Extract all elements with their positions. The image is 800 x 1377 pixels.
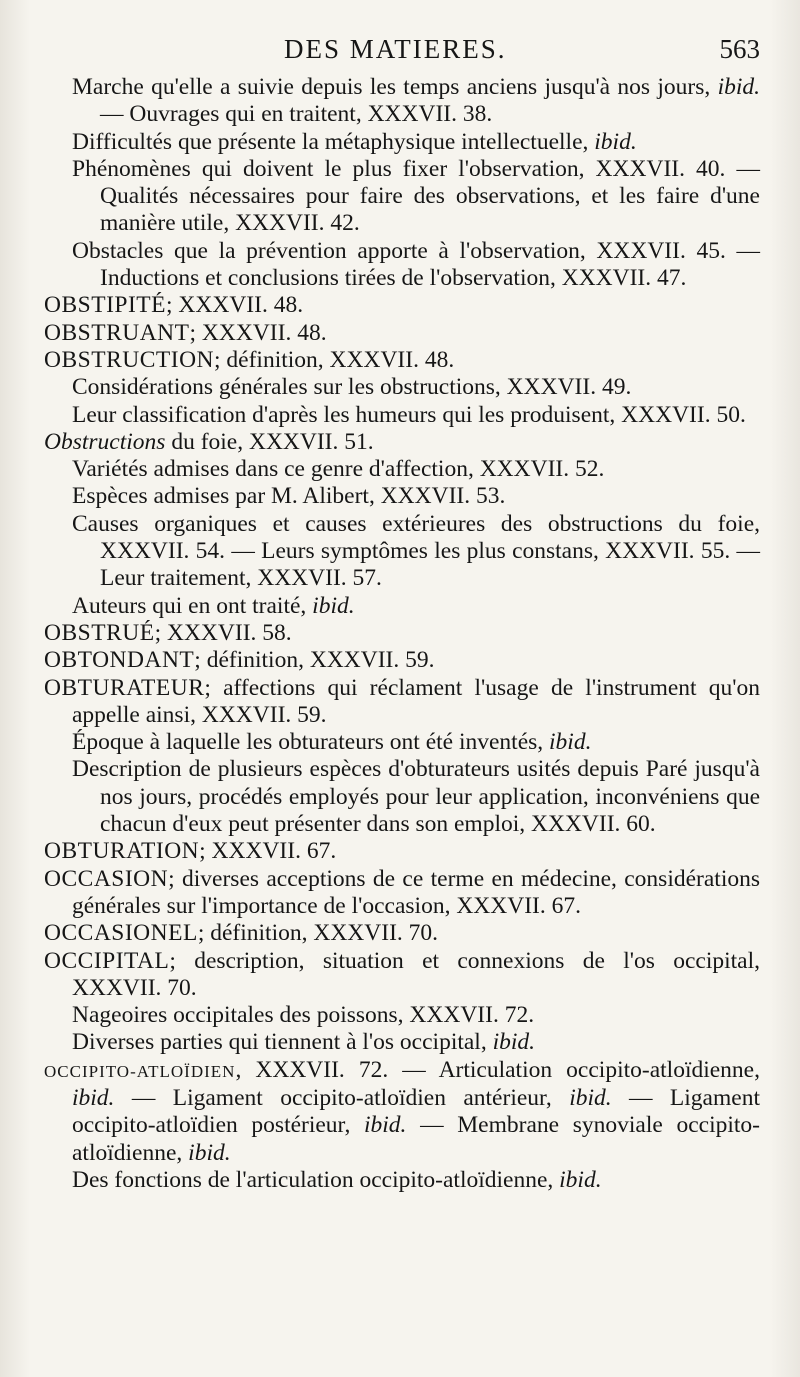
entry-text: Variétés admises dans ce genre d'affection, XXXVII. 52. (72, 456, 605, 483)
italic-text: ibid. (188, 1139, 231, 1166)
entry-text: Époque à laquelle les obturateurs ont été inventés, (72, 729, 550, 756)
italic-text: ibid. (559, 1166, 602, 1193)
index-subentry (44, 129, 760, 156)
entry-text: Leur classification d'après les humeurs qui les produisent, XXXVII. 50. (72, 401, 746, 428)
entry-text: ; définition, XXXVII. 70. (197, 920, 439, 947)
entry-text: Considérations générales sur les obstructions, XXXVII. 49. (72, 374, 632, 401)
index-headword-entry (44, 866, 760, 921)
index-headword-entry (44, 647, 760, 674)
entry-text: — Ligament occipito-atloïdien postérieur, (72, 1084, 760, 1139)
italic-text: Obstructions (44, 428, 166, 455)
entry-text: ; affections qui réclament l'usage de l'instrument qu'on appelle ainsi, XXXVII. 59. (72, 674, 760, 728)
entry-text: Obstacles que la prévention apporte à l'observation, XXXVII. 45. — Inductions et conclusions tirées de l'observation, XXXVII. 47. (72, 237, 760, 292)
entry-text: Difficultés que présente la métaphysique intellectuelle, (72, 128, 595, 155)
headword: OCCASIONEL (44, 920, 198, 947)
headword: OCCASION (44, 865, 169, 892)
entry-text: Phénomènes qui doivent le plus fixer l'observation, XXXVII. 40. — Qualités nécessaires pour faire des observations, et les faire d'une manière utile, XXXVII. 42. (72, 155, 760, 237)
italic-text: ibid. (312, 592, 355, 619)
entry-text: Auteurs qui en ont traité, (72, 592, 313, 619)
italic-text: ibid. (594, 128, 637, 155)
headword: OBSTRUÉ (44, 619, 155, 646)
entry-text: ; XXXVII. 48. (189, 319, 327, 346)
index-headword-entry (44, 347, 760, 374)
italic-text: ibid. (364, 1112, 407, 1139)
index-subentry (44, 511, 760, 593)
entry-text: Espèces admises par M. Alibert, XXXVII. 53. (72, 483, 506, 510)
index-entries (44, 74, 760, 1194)
index-subentry (44, 238, 760, 293)
entry-text: Diverses parties qui tiennent à l'os occipital, (72, 1029, 493, 1056)
index-subentry (44, 729, 760, 756)
headword: OBSTRUANT (44, 319, 190, 346)
entry-text: du foie, XXXVII. 51. (165, 428, 374, 455)
index-subentry (44, 483, 760, 510)
index-subentry (44, 156, 760, 238)
index-headword-entry (44, 1057, 760, 1167)
index-headword-entry (44, 292, 760, 319)
entry-text: , XXXVII. 72. — Articulation occipito-atloïdienne, (235, 1056, 760, 1083)
index-headword-entry (44, 675, 760, 730)
entry-text: Nageoires occipitales des poissons, XXXVII. 72. (72, 1002, 535, 1029)
page-header (0, 30, 800, 70)
headword: OBSTIPITÉ (44, 292, 166, 319)
index-headword-entry (44, 838, 760, 865)
headword: OBTONDANT (44, 647, 195, 674)
index-headword-entry (44, 320, 760, 347)
index-headword-entry (44, 948, 760, 1003)
entry-text: Description de plusieurs espèces d'obturateurs usités depuis Paré jusqu'à nos jours, procédés employés pour leur application, inconvéniens que chacun d'eux peut présenter dans son emploi, XXXVII. 60. (72, 756, 760, 838)
entry-text: ; diverses acceptions de ce terme en médecine, considérations générales sur l'importance de l'occasion, XXXVII. 67. (72, 865, 760, 919)
index-subentry (44, 402, 760, 429)
headword: OBSTRUCTION (44, 346, 215, 373)
headword: OCCIPITO-ATLOÏDIEN (44, 1061, 236, 1081)
index-headword-entry (44, 920, 760, 947)
italic-text: ibid. (569, 1084, 612, 1111)
headword: OBTURATEUR (44, 674, 205, 701)
headword: OBTURATION (44, 838, 200, 865)
entry-text: ; XXXVII. 48. (166, 292, 304, 319)
entry-text: ; description, situation et connexions de l'os occipital, XXXVII. 70. (72, 947, 760, 1001)
entry-text: — Ligament occipito-atloïdien antérieur, (114, 1084, 570, 1111)
headword: OCCIPITAL (44, 947, 170, 974)
italic-text: ibid. (72, 1084, 115, 1111)
entry-text: ; XXXVII. 58. (154, 619, 292, 646)
index-subentry (44, 1002, 760, 1029)
italic-text: ibid. (492, 1029, 536, 1056)
entry-text: — Membrane synoviale occipito-atloïdienne, (72, 1112, 760, 1166)
entry-text: Marche qu'elle a suivie depuis les temps anciens jusqu'à nos jours, (72, 74, 718, 100)
index-subentry (44, 756, 760, 838)
entry-text: ; XXXVII. 67. (199, 838, 337, 865)
italic-text: ibid. (549, 729, 592, 756)
entry-text: Causes organiques et causes extérieures des obstructions du foie, XXXVII. 54. — Leurs symptômes les plus constans, XXXVII. 55. — Leur traitement, XXXVII. 57. (72, 510, 760, 592)
index-subentry (44, 1167, 760, 1194)
entry-text: ; définition, XXXVII. 59. (194, 647, 435, 674)
index-subentry (44, 456, 760, 483)
entry-text: Des fonctions de l'articulation occipito-atloïdienne, (72, 1166, 560, 1193)
entry-text: — Ouvrages qui en traitent, XXXVII. 38. (100, 101, 493, 128)
index-headword-entry (44, 620, 760, 647)
index-headword-entry (44, 429, 760, 456)
index-subentry (44, 374, 760, 401)
page-number: 563 (719, 34, 760, 64)
index-subentry (44, 593, 760, 620)
entry-text: ; définition, XXXVII. 48. (214, 346, 455, 373)
italic-text: ibid. (717, 74, 760, 100)
index-subentry (44, 74, 760, 129)
index-subentry (44, 1029, 760, 1056)
running-title: DES MATIERES. (284, 34, 507, 64)
